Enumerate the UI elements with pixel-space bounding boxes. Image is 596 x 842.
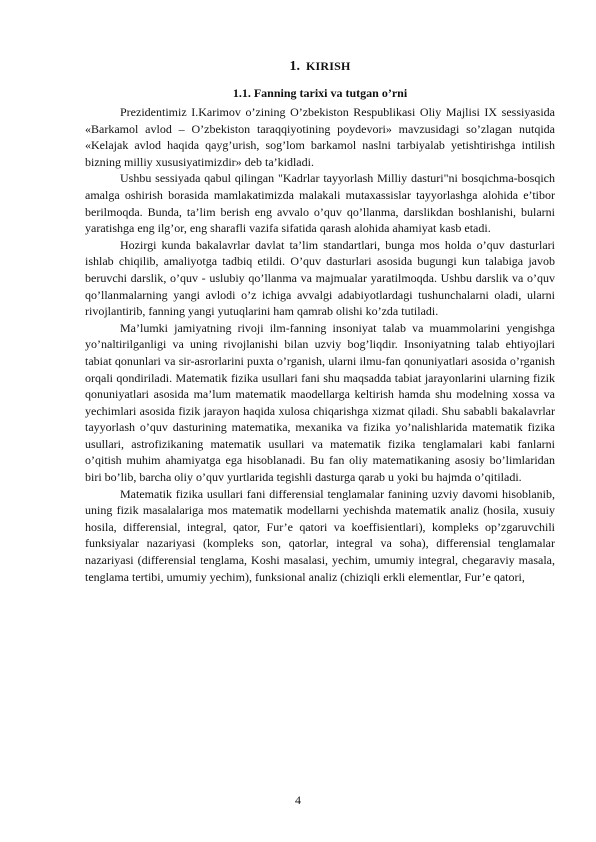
paragraph: Hozirgi kunda bakalavrlar davlat ta’lim standartlari, bunga mos holda o’quv dasturlari ishlab chiqilib, amaliyotga tadbiq etildi. O’quv dasturlari asosida bugungi kun talabiga javob beruvchi darslik, o’quv - uslubiy qo’llanma va majmualar yaratilmoqda. Ushbu darslik va o’quv qo’llanmalarning yangi avlodi o’z ichiga avvalgi adabiyotlardagi tushunchalarni oladi, ularni rivojlantirib, fanning yangi yutuqlarini ham qamrab olishi ko’zda tutiladi. <box>85 237 555 319</box>
section-heading: 1.1. Fanning tarixi va tutgan o’rni <box>232 86 408 100</box>
paragraph: Ma’lumki jamiyatning rivoji ilm-fanning insoniyat talab va muammolarini yengishga yo’naltirilganligi va uning rivojlanishi bilan uzviy bog’liqdir. Insoniyatning talab ehtiyojlari tabiat qonunlari va sir-asrorlarini puxta o’rganish, ularni ilmu-fan qonuniyatlari asosida o’rganish orqali qondiriladi. Matematik fizika usullari fani shu maqsadda tabiat jarayonlarini ularning fizik qonuniyatlari asosida ma’lum matematik maodellarga keltirish hamda shu modelning xossa va yechimlari asosida fizik jarayon haqida xulosa chiqarishga xizmat qiladi. Shu sababli bakalavrlar tayyorlash o’quv dasturining matematika, mexanika va fizika yo’nalishlarida matematik fizika usullari, astrofizikaning matematik usullari va matematik fizika tenglamalari kabi fanlarni o’qitish muhim ahamiyatga ega hisoblanadi. Bu fan oliy matematikaning asosiy bo’limlaridan biri bo’lib, barcha oliy o’quv yurtlarida tegishli dasturga qarab u yoki bu hajmda o’qitiladi. <box>85 320 555 485</box>
chapter-heading <box>85 56 555 77</box>
chapter-title: KIRISH <box>305 59 351 73</box>
paragraph: Matematik fizika usullari fani differensial tenglamalar fanining uzviy davomi hisoblanib, uning fizik masalalariga mos matematik modellarni yechishda matematik analiz (hosila, xusuiy hosila, differensial, integral, qator, Fur’e qatori va koeffisientlari), kompleks op’zgaruvchili funksiyalar nazariyasi (kompleks son, qatorlar, integral va soha), differensial tenglamalar nazariyasi (differensial tenglama, Koshi masalasi, yechim, umumiy integral, chegaraviy masala, tenglama tertibi, umumiy yechim), funksional analiz (chiziqli erkli elementlar, Fur’e qatori, <box>85 486 555 584</box>
page-content <box>85 56 555 585</box>
page-number: 4 <box>295 793 301 807</box>
chapter-number: 1. <box>289 59 300 74</box>
paragraph: Prezidentimiz I.Karimov o’zining O’zbekiston Respublikasi Oliy Majlisi IX sessiyasida «Barkamol avlod – O’zbekiston taraqqiyotining poydevori» mavzusidagi so’zlagan nutqida «Kelajak avlod haqida qayg’urish, sog’lom barkamol naslni tarbiyalab yetishtirishga intilish bizning milliy xususiyatimizdir» deb ta’kidladi. <box>85 105 555 169</box>
paragraph: Ushbu sessiyada qabul qilingan "Kadrlar tayyorlash Milliy dasturi"ni bosqichma-bosqich amalga oshirish borasida mamlakatimizda malakali mutaxassislar tayyorlashga alohida e’tibor berilmoqda. Bunda, ta’lim berish eng avvalo o’quv qo’llanma, darslikdan boshlanishi, bularni yaratishga eng ilg’or, eng sharafli vazifa sifatida qarash alohida ahamiyat kasb etadi. <box>85 171 555 236</box>
